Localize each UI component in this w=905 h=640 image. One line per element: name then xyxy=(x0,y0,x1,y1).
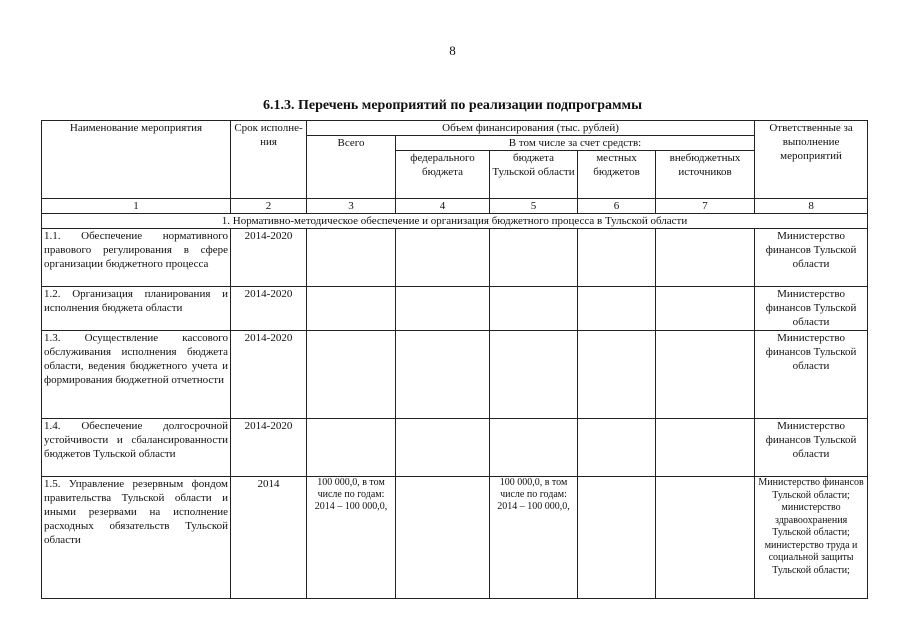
page-title: 6.1.3. Перечень мероприятий по реализации подпрограммы xyxy=(262,98,643,113)
column-number: 7 xyxy=(656,199,755,214)
column-number: 4 xyxy=(396,199,490,214)
activity-term: 2014-2020 xyxy=(231,331,307,419)
header-funding: Объем финансирования (тыс. рублей) xyxy=(307,121,755,136)
funding-local xyxy=(578,287,656,331)
funding-extra xyxy=(656,477,755,599)
header-total: Всего xyxy=(307,136,396,199)
table-row xyxy=(42,331,868,419)
funding-regional xyxy=(490,229,578,287)
column-number: 2 xyxy=(231,199,307,214)
page-number: 8 xyxy=(449,43,456,58)
funding-federal xyxy=(396,331,490,419)
funding-total xyxy=(307,229,396,287)
funding-regional xyxy=(490,331,578,419)
funding-total xyxy=(307,287,396,331)
activity-name: 1.2. Организация планирования и исполнения бюджета области xyxy=(42,287,231,331)
activities-table xyxy=(41,120,868,599)
funding-extra xyxy=(656,229,755,287)
header-including: В том числе за счет средств: xyxy=(396,136,755,151)
responsible-org: Министерство финансов Тульской области; министерство здравоохранения Тульской области; министерство труда и социальной защиты Тульской области; xyxy=(755,477,868,599)
header-responsible: Ответственные за выполнение мероприятий xyxy=(755,121,868,199)
responsible-org: Министерство финансов Тульской области xyxy=(755,229,868,287)
section-heading: 1. Нормативно-методическое обеспечение и организация бюджетного процесса в Тульской области xyxy=(42,214,868,229)
activity-name: 1.1. Обеспечение нормативного правового регулирования в сфере организации бюджетного процесса xyxy=(42,229,231,287)
funding-local xyxy=(578,477,656,599)
header-name: Наименование мероприятия xyxy=(42,121,231,199)
activity-name: 1.4. Обеспечение долгосрочной устойчивости и сбалансированности бюджетов Тульской области xyxy=(42,419,231,477)
funding-regional: 100 000,0, в том числе по годам: 2014 – 100 000,0, xyxy=(490,477,578,599)
activity-term: 2014-2020 xyxy=(231,229,307,287)
table-row xyxy=(42,419,868,477)
responsible-org: Министерство финансов Тульской области xyxy=(755,419,868,477)
funding-federal xyxy=(396,419,490,477)
activity-term: 2014 xyxy=(231,477,307,599)
responsible-org: Министерство финансов Тульской области xyxy=(755,331,868,419)
column-number: 6 xyxy=(578,199,656,214)
column-number: 8 xyxy=(755,199,868,214)
column-number: 1 xyxy=(42,199,231,214)
funding-federal xyxy=(396,287,490,331)
table-row xyxy=(42,229,868,287)
funding-federal xyxy=(396,477,490,599)
activity-name: 1.3. Осуществление кассового обслуживания исполнения бюджета области, ведения бюджетного учета и формирования бюджетной отчетности xyxy=(42,331,231,419)
funding-federal xyxy=(396,229,490,287)
header-federal: федерального бюджета xyxy=(396,151,490,199)
column-number: 5 xyxy=(490,199,578,214)
header-extra: внебюджетных источников xyxy=(656,151,755,199)
table-row xyxy=(42,287,868,331)
funding-extra xyxy=(656,419,755,477)
table-row xyxy=(42,477,868,599)
column-numbers-row xyxy=(42,199,868,214)
responsible-org: Министерство финансов Тульской области xyxy=(755,287,868,331)
funding-local xyxy=(578,229,656,287)
header-local: местных бюджетов xyxy=(578,151,656,199)
header-term: Срок исполне-ния xyxy=(231,121,307,199)
funding-local xyxy=(578,331,656,419)
activity-term: 2014-2020 xyxy=(231,287,307,331)
funding-regional xyxy=(490,287,578,331)
header-regional: бюджета Тульской области xyxy=(490,151,578,199)
activity-name: 1.5. Управление резервным фондом правительства Тульской области и иными резервами на исполнение расходных обязательств Тульской области xyxy=(42,477,231,599)
funding-total: 100 000,0, в том числе по годам: 2014 – 100 000,0, xyxy=(307,477,396,599)
funding-total xyxy=(307,419,396,477)
funding-extra xyxy=(656,331,755,419)
funding-total xyxy=(307,331,396,419)
column-number: 3 xyxy=(307,199,396,214)
activity-term: 2014-2020 xyxy=(231,419,307,477)
funding-regional xyxy=(490,419,578,477)
funding-extra xyxy=(656,287,755,331)
funding-local xyxy=(578,419,656,477)
